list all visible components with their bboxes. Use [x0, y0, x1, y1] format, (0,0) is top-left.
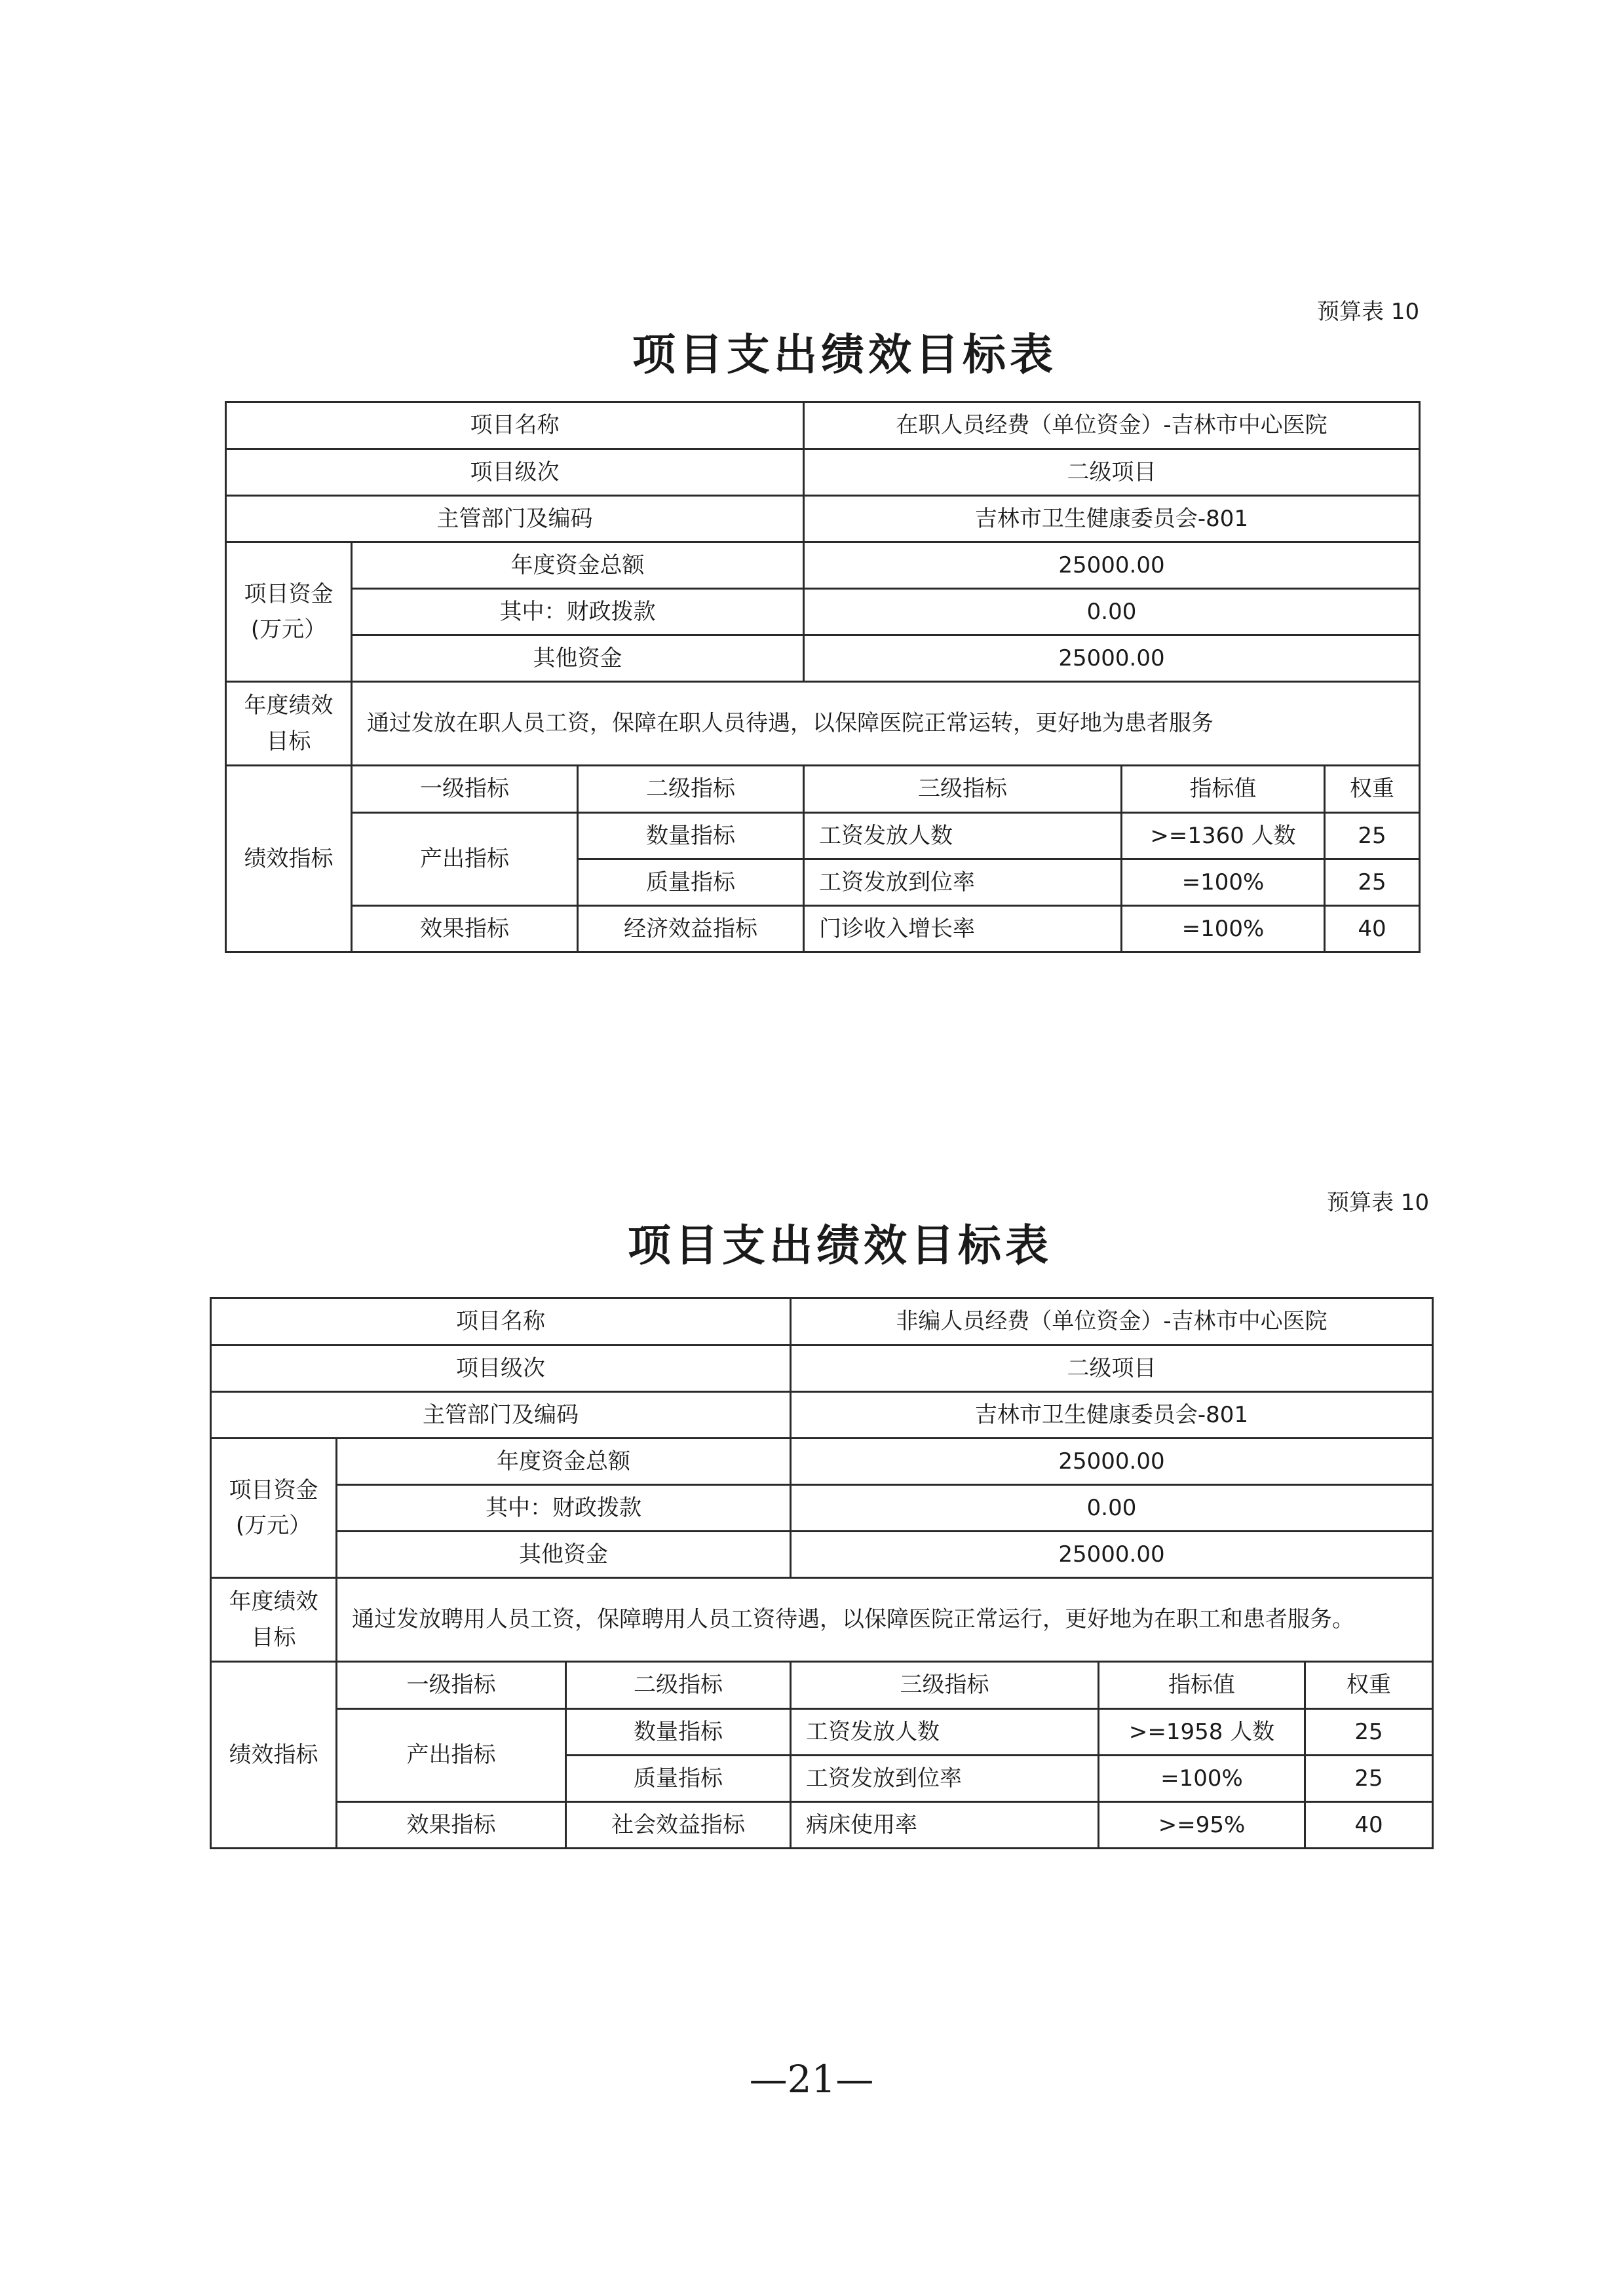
value-cell: >=95%	[1099, 1802, 1305, 1849]
table-row	[211, 1802, 1433, 1849]
project-name-label: 项目名称	[226, 402, 804, 449]
level2-cell: 质量指标	[566, 1756, 791, 1802]
project-name-label: 项目名称	[211, 1298, 791, 1346]
level2-cell: 数量指标	[578, 813, 804, 859]
weight-cell: 40	[1325, 906, 1420, 952]
weight-cell: 25	[1325, 859, 1420, 906]
weight-cell: 25	[1325, 813, 1420, 859]
col-level1-header: 一级指标	[352, 766, 578, 813]
level1-cell: 效果指标	[352, 906, 578, 952]
col-level3-header: 三级指标	[791, 1662, 1099, 1709]
project-name-value: 非编人员经费（单位资金）-吉林市中心医院	[791, 1298, 1433, 1346]
col-level1-header: 一级指标	[337, 1662, 566, 1709]
annual-goal-text: 通过发放在职人员工资，保障在职人员待遇，以保障医院正常运转，更好地为患者服务	[352, 682, 1420, 766]
page-title: 项目支出绩效目标表	[632, 329, 1057, 380]
performance-table	[225, 401, 1421, 953]
fiscal-label: 其中：财政拨款	[352, 589, 804, 635]
level3-cell: 病床使用率	[791, 1802, 1099, 1849]
level2-cell: 质量指标	[578, 859, 804, 906]
level2-cell: 数量指标	[566, 1709, 791, 1756]
level1-cell: 产出指标	[352, 813, 578, 906]
other-funds-label: 其他资金	[337, 1532, 791, 1578]
dept-code-value: 吉林市卫生健康委员会-801	[791, 1392, 1433, 1439]
table-row	[226, 906, 1420, 952]
col-level3-header: 三级指标	[804, 766, 1122, 813]
level1-cell: 效果指标	[337, 1802, 566, 1849]
value-cell: =100%	[1122, 859, 1325, 906]
weight-cell: 25	[1305, 1756, 1433, 1802]
project-level-value: 二级项目	[804, 449, 1420, 496]
annual-total-value: 25000.00	[791, 1439, 1433, 1485]
col-value-header: 指标值	[1122, 766, 1325, 813]
annual-goal-text: 通过发放聘用人员工资，保障聘用人员工资待遇，以保障医院正常运行，更好地为在职工和患者服务。	[337, 1578, 1433, 1662]
value-cell: >=1360 人数	[1122, 813, 1325, 859]
project-level-label: 项目级次	[211, 1346, 791, 1392]
weight-cell: 25	[1305, 1709, 1433, 1756]
project-level-label: 项目级次	[226, 449, 804, 496]
value-cell: =100%	[1099, 1756, 1305, 1802]
performance-table	[210, 1297, 1434, 1849]
funds-label: 项目资金 (万元）	[211, 1439, 337, 1578]
col-level2-header: 二级指标	[578, 766, 804, 813]
funds-label: 项目资金 (万元）	[226, 542, 352, 682]
dept-code-label: 主管部门及编码	[211, 1392, 791, 1439]
indicators-label: 绩效指标	[211, 1662, 337, 1849]
level3-cell: 工资发放到位率	[791, 1756, 1099, 1802]
level3-cell: 工资发放人数	[791, 1709, 1099, 1756]
annual-goal-label: 年度绩效 目标	[226, 682, 352, 766]
other-funds-value: 25000.00	[791, 1532, 1433, 1578]
table-row	[211, 1709, 1433, 1756]
col-weight-header: 权重	[1325, 766, 1420, 813]
col-level2-header: 二级指标	[566, 1662, 791, 1709]
level2-cell: 社会效益指标	[566, 1802, 791, 1849]
level3-cell: 工资发放到位率	[804, 859, 1122, 906]
fiscal-value: 0.00	[791, 1485, 1433, 1532]
page-number: —21—	[749, 2057, 874, 2101]
value-cell: =100%	[1122, 906, 1325, 952]
level3-cell: 工资发放人数	[804, 813, 1122, 859]
dept-code-label: 主管部门及编码	[226, 496, 804, 542]
table-row	[226, 813, 1420, 859]
dept-code-value: 吉林市卫生健康委员会-801	[804, 496, 1420, 542]
level3-cell: 门诊收入增长率	[804, 906, 1122, 952]
other-funds-value: 25000.00	[804, 635, 1420, 682]
value-cell: >=1958 人数	[1099, 1709, 1305, 1756]
project-level-value: 二级项目	[791, 1346, 1433, 1392]
level1-cell: 产出指标	[337, 1709, 566, 1802]
indicators-label: 绩效指标	[226, 766, 352, 952]
col-weight-header: 权重	[1305, 1662, 1433, 1709]
col-value-header: 指标值	[1099, 1662, 1305, 1709]
annual-total-label: 年度资金总额	[337, 1439, 791, 1485]
form-code: 预算表 10	[1317, 299, 1420, 325]
fiscal-label: 其中：财政拨款	[337, 1485, 791, 1532]
page-title: 项目支出绩效目标表	[628, 1220, 1052, 1271]
project-name-value: 在职人员经费（单位资金）-吉林市中心医院	[804, 402, 1420, 449]
annual-total-value: 25000.00	[804, 542, 1420, 589]
weight-cell: 40	[1305, 1802, 1433, 1849]
level2-cell: 经济效益指标	[578, 906, 804, 952]
other-funds-label: 其他资金	[352, 635, 804, 682]
annual-goal-label: 年度绩效 目标	[211, 1578, 337, 1662]
fiscal-value: 0.00	[804, 589, 1420, 635]
form-code: 预算表 10	[1327, 1190, 1430, 1216]
annual-total-label: 年度资金总额	[352, 542, 804, 589]
